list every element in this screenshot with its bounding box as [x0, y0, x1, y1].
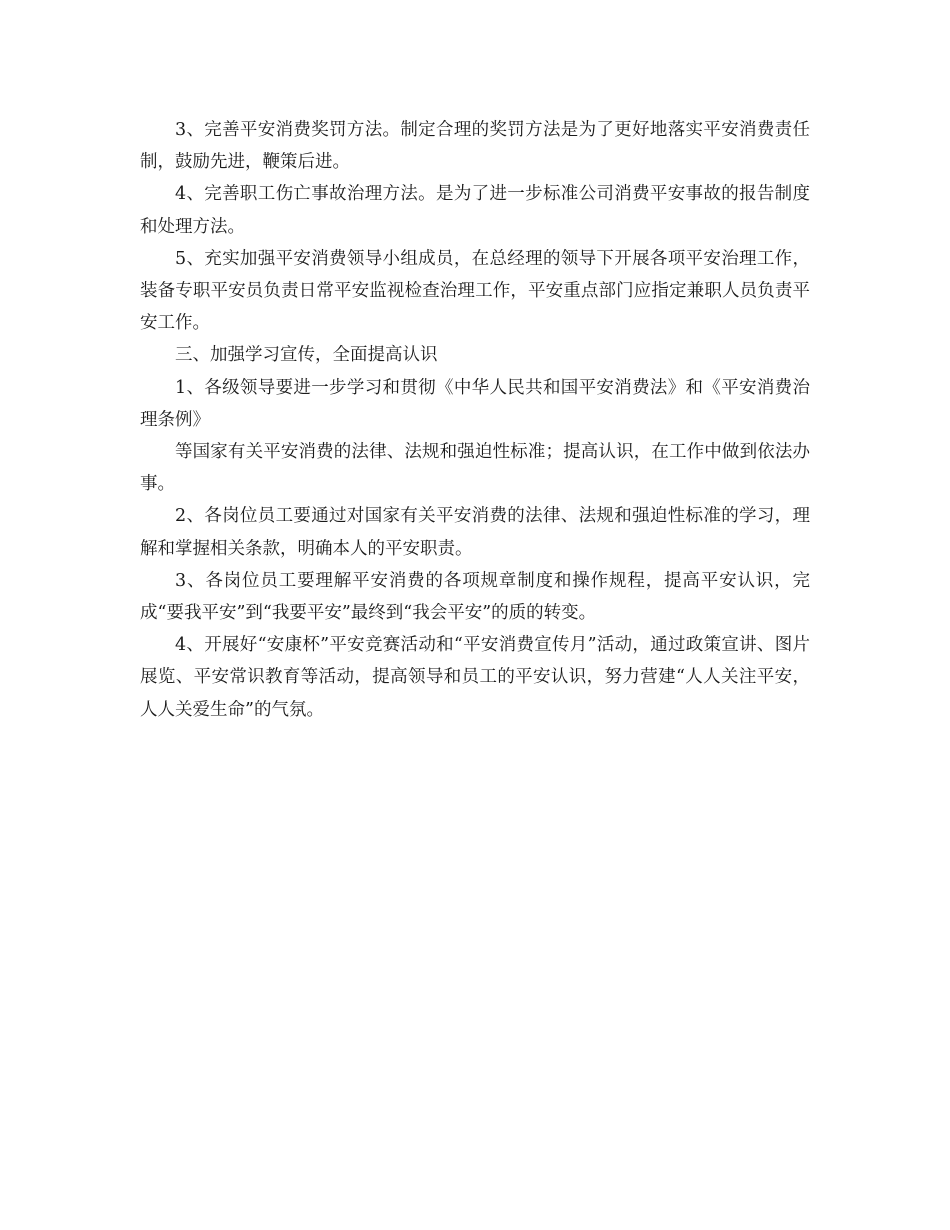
section-heading-study-publicity: 三、加强学习宣传，全面提高认识: [175, 345, 438, 366]
paragraph-leaders-study: 1、各级领导要进一步学习和贯彻《中华人民共和国平安消费法》和《平安消费治理条例》: [140, 377, 810, 430]
document-body: [140, 114, 810, 726]
paragraph-competition-activities: 4、开展好“安康杯”平安竞赛活动和“平安消费宣传月”活动，通过政策宣讲、图片展览、平安常识教育等活动，提高领导和员工的平安认识，努力营建“人人关注平安，人人关爱生命”的气氛。: [140, 635, 810, 720]
paragraph-staff-study: 2、各岗位员工要通过对国家有关平安消费的法律、法规和强迫性标准的学习，理解和掌握相关条款，明确本人的平安职责。: [140, 506, 810, 559]
paragraph-staff-rules: 3、各岗位员工要理解平安消费的各项规章制度和操作规程，提高平安认识，完成“要我平安”到“我要平安”最终到“我会平安”的质的转变。: [140, 570, 810, 624]
paragraph-laws-standards: 等国家有关平安消费的法律、法规和强迫性标准；提高认识，在工作中做到依法办事。: [140, 442, 810, 495]
paragraph-leadership-group: 5、充实加强平安消费领导小组成员，在总经理的领导下开展各项平安治理工作，装备专职平安员负责日常平安监视检查治理工作，平安重点部门应指定兼职人员负责平安工作。: [140, 248, 810, 334]
paragraph-accident-management: 4、完善职工伤亡事故治理方法。是为了进一步标准公司消费平安事故的报告制度和处理方法。: [140, 184, 810, 237]
paragraph-reward-penalty: 3、完善平安消费奖罚方法。制定合理的奖罚方法是为了更好地落实平安消费责任制，鼓励先进，鞭策后进。: [140, 120, 810, 173]
